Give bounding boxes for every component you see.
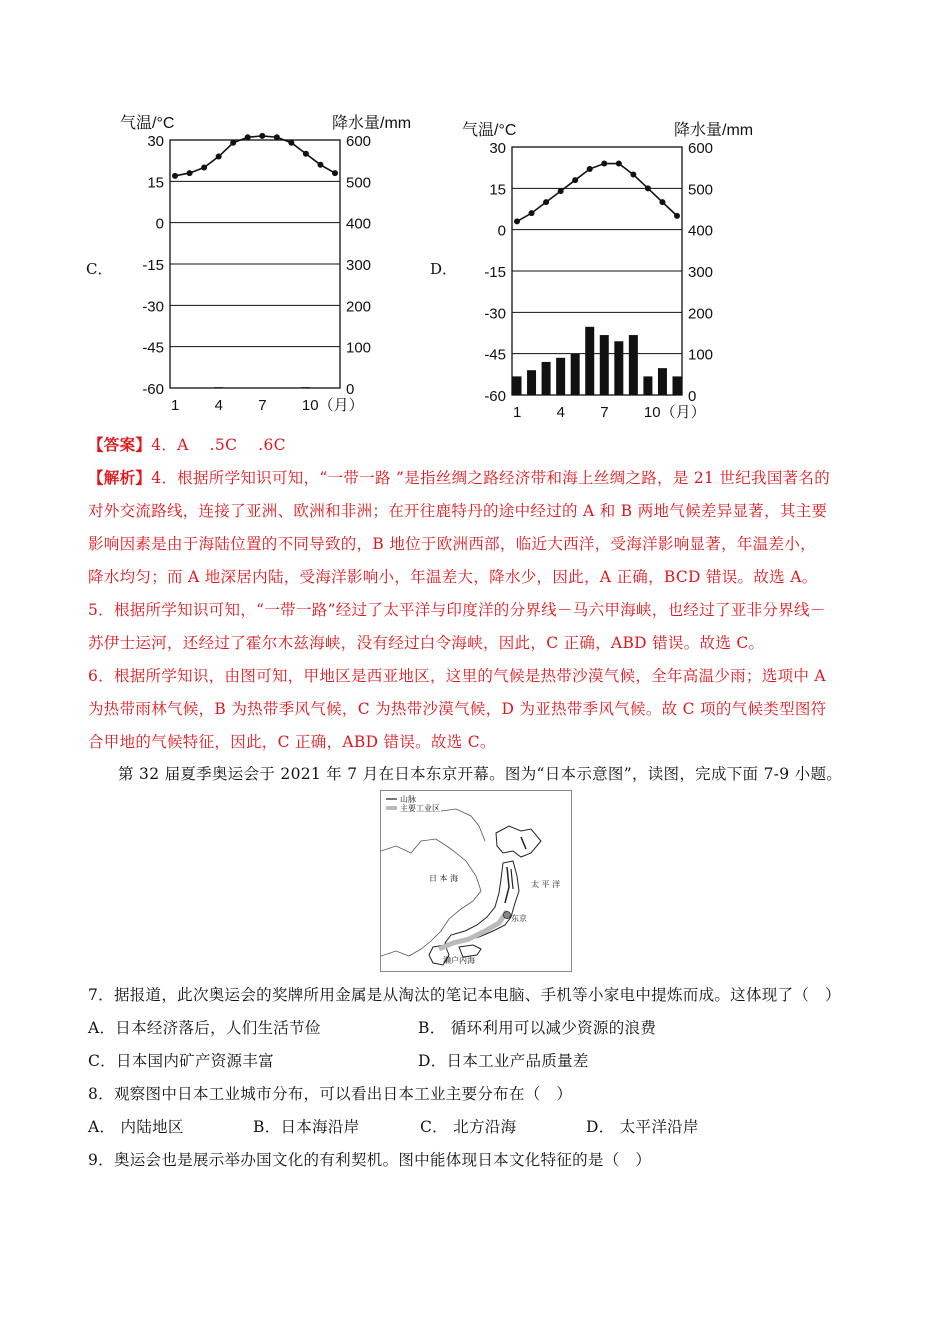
temp-point — [187, 170, 193, 176]
precip-bar — [527, 370, 536, 395]
temp-point — [303, 151, 309, 157]
precip-tick-label: 600 — [346, 133, 372, 150]
temp-point — [601, 161, 607, 167]
precip-tick-label: 300 — [346, 257, 372, 274]
q8-option-c: C． 北方沿海 — [420, 1118, 517, 1136]
q7-option-b: B． 循环利用可以减少资源的浪费 — [418, 1019, 657, 1037]
map-legend-industry: 主要工业区 — [400, 804, 440, 813]
temp-point — [616, 161, 622, 167]
temp-tick-label: -60 — [484, 388, 506, 405]
analysis-line-2: 对外交流路线，连接了亚洲、欧洲和非洲；在开往鹿特丹的途中经过的 A 和 B 两地气候差异显著，其主要 — [88, 502, 828, 520]
precip-tick-label: 600 — [688, 140, 714, 157]
month-tick-label: 10（月） — [643, 404, 706, 421]
temp-axis-title: 气温/°C — [462, 122, 517, 139]
intro-text: 第 32 届夏季奥运会于 2021 年 7 月在日本东京开幕。图为“日本示意图”，读图，完成下面 7-9 小题。 — [118, 765, 843, 783]
analysis-line-6: 苏伊士运河，还经过了霍尔木兹海峡，没有经过白令海峡，因此，C 正确，ABD 错误。故选 C。 — [88, 634, 765, 652]
precip-bar — [658, 368, 667, 395]
temp-point — [587, 166, 593, 172]
analysis-line-8: 为热带雨林气候，B 为热带季风气候，C 为热带沙漠气候，D 为亚热带季风气候。故 C 项的气候类型图符 — [88, 700, 827, 718]
answer-line — [88, 433, 286, 455]
precip-tick-label: 500 — [688, 181, 714, 199]
precip-bar — [629, 335, 638, 395]
answer-label: 【答案】 — [88, 435, 152, 454]
precip-tick-label: 500 — [346, 174, 372, 192]
temp-tick-label: 0 — [497, 222, 506, 240]
analysis-line-1 — [88, 466, 830, 488]
temp-point — [216, 154, 222, 160]
precip-tick-label: 0 — [688, 388, 697, 405]
month-tick-label: 4 — [556, 404, 565, 421]
precip-tick-label: 400 — [346, 215, 372, 233]
temp-point — [529, 210, 535, 216]
q8-option-b: B．日本海沿岸 — [253, 1118, 360, 1136]
analysis-line-5: 5．根据所学知识可知，“一带一路”经过了太平洋与印度洋的分界线－马六甲海峡，也经过了亚非分界线－ — [88, 601, 826, 619]
temp-point — [288, 140, 294, 146]
question-7: 7．据报道，此次奥运会的奖牌所用金属是从淘汰的笔记本电脑、手机等小家电中提炼而成。这体现了（ ） — [88, 986, 841, 1004]
temp-tick-label: 15 — [489, 181, 506, 199]
temp-point — [572, 177, 578, 183]
precip-tick-label: 100 — [688, 346, 714, 364]
precip-axis-title: 降水量/mm — [674, 122, 754, 139]
precip-bar — [600, 335, 609, 395]
month-tick-label: 4 — [214, 397, 223, 414]
precip-bar — [513, 376, 522, 395]
answer-text: 4．A .5C .6C — [151, 436, 286, 454]
q7-option-a: A．日本经济落后，人们生活节俭 — [88, 1019, 321, 1037]
temp-point — [332, 170, 338, 176]
precip-bar — [571, 354, 580, 395]
precip-bar — [301, 387, 310, 388]
q8-option-d: D． 太平洋沿岸 — [586, 1118, 699, 1136]
temp-point — [274, 134, 280, 140]
precip-axis-title: 降水量/mm — [332, 115, 412, 132]
question-8: 8．观察图中日本工业城市分布，可以看出日本工业主要分布在（ ） — [88, 1085, 573, 1103]
q7-option-c: C．日本国内矿产资源丰富 — [88, 1052, 274, 1070]
precip-tick-label: 400 — [688, 222, 714, 240]
temp-point — [230, 140, 236, 146]
analysis-line-4: 降水均匀；而 A 地深居内陆，受海洋影响小，年温差大，降水少，因此，A 正确，BCD 错误。故选 A。 — [88, 568, 818, 586]
precip-tick-label: 200 — [346, 298, 372, 316]
q8-option-a: A． 内陆地区 — [88, 1118, 184, 1136]
temp-tick-label: -60 — [142, 381, 164, 398]
precip-tick-label: 100 — [346, 339, 372, 357]
temp-point — [558, 188, 564, 194]
precip-bar — [556, 358, 565, 395]
temp-tick-label: -45 — [142, 339, 164, 357]
map-legend-mountain: 山脉 — [400, 795, 416, 804]
climate-chart-d — [452, 115, 782, 425]
temp-point — [674, 213, 680, 219]
temp-tick-label: 0 — [155, 215, 164, 233]
analysis-line-3: 影响因素是由于海陆位置的不同导致的，B 地位于欧洲西部，临近大西洋，受海洋影响显著，年温差小， — [88, 535, 816, 553]
map-label-tokyo: 东京 — [511, 914, 527, 923]
month-tick-label: 7 — [258, 397, 267, 414]
temp-point — [172, 173, 178, 179]
temp-tick-label: -30 — [484, 305, 506, 323]
temp-point — [514, 218, 520, 224]
month-tick-label: 10（月） — [301, 397, 364, 414]
precip-tick-label: 200 — [688, 305, 714, 323]
analysis-line-7: 6．根据所学知识，由图可知，甲地区是西亚地区，这里的气候是热带沙漠气候，全年高温少雨；选项中 A — [88, 667, 826, 685]
precip-bar — [643, 376, 652, 395]
temp-tick-label: -45 — [484, 346, 506, 364]
question-9: 9．奥运会也是展示举办国文化的有利契机。图中能体现日本文化特征的是（ ） — [88, 1151, 652, 1169]
temp-tick-label: 30 — [489, 140, 506, 157]
temp-tick-label: 30 — [147, 133, 164, 150]
temp-point — [201, 165, 207, 171]
option-c-label: C． — [86, 260, 113, 278]
climate-chart-c — [110, 108, 430, 418]
analysis-text-1: 4．根据所学知识可知，“一带一路 ”是指丝绸之路经济带和海上丝绸之路，是 21 世纪我国著名的 — [151, 469, 831, 487]
temp-point — [317, 162, 323, 168]
temp-point — [645, 185, 651, 191]
analysis-line-9: 合甲地的气候特征，因此，C 正确，ABD 错误。故选 C。 — [88, 733, 496, 751]
map-label-pacific: 太 平 洋 — [531, 880, 561, 889]
japan-map — [380, 790, 572, 972]
temp-tick-label: -15 — [484, 264, 506, 281]
precip-bar — [614, 341, 623, 395]
precip-bar — [214, 387, 223, 388]
month-tick-label: 1 — [171, 397, 180, 414]
temp-line — [175, 136, 335, 176]
temp-point — [543, 199, 549, 205]
q7-option-d: D．日本工业产品质量差 — [418, 1052, 589, 1070]
month-tick-label: 1 — [513, 404, 522, 421]
analysis-label: 【解析】 — [88, 468, 152, 487]
temp-tick-label: 15 — [147, 174, 164, 192]
precip-bar — [673, 376, 682, 395]
map-label-seto: 濑户内海 — [443, 956, 475, 965]
precip-bar — [542, 362, 551, 395]
precip-bar — [585, 327, 594, 395]
temp-line — [517, 164, 677, 222]
month-tick-label: 7 — [600, 404, 609, 421]
temp-point — [659, 199, 665, 205]
precip-tick-label: 300 — [688, 264, 714, 281]
temp-point — [245, 134, 251, 140]
temp-point — [630, 172, 636, 178]
temp-tick-label: -30 — [142, 298, 164, 316]
temp-point — [259, 133, 265, 139]
temp-tick-label: -15 — [142, 257, 164, 274]
temp-axis-title: 气温/°C — [120, 115, 175, 132]
option-d-label: D． — [430, 260, 458, 278]
precip-tick-label: 0 — [346, 381, 355, 398]
map-label-sea-of-japan: 日 本 海 — [429, 874, 459, 883]
